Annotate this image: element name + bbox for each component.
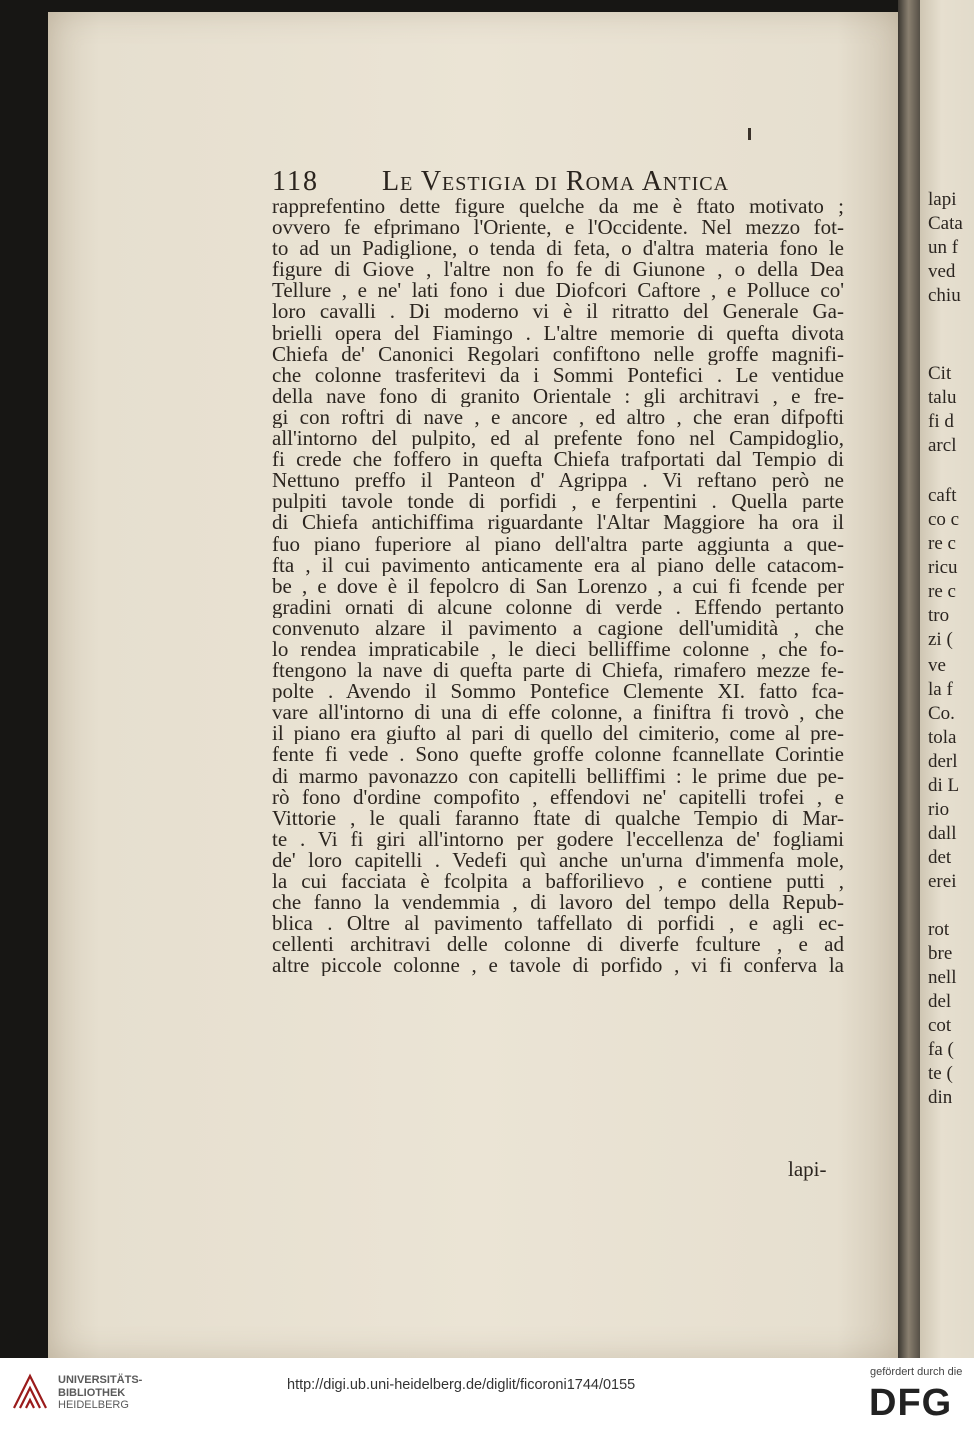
facing-page-fragment: Cit [928,363,952,384]
text-line: to ad un Padiglione, o tenda di feta, o d'altra materia fono le [272,238,844,260]
facing-page-fragment: ved [928,261,956,282]
facing-page-fragment: ve [928,655,946,676]
text-line: Tellure , e ne' lati fono i due Diofcori Caftore , e Polluce co' [272,280,844,302]
text-line: il piano era giufto al pari di quello del cimiterio, come al pre- [272,723,844,745]
text-line: figure di Giove , l'altre non fo fe di Giunone , o della Dea [272,259,844,281]
running-title: Le Vestigia di Roma Antica [382,166,730,197]
facing-page-fragment: te ( [928,1063,953,1084]
facing-page-fragment: det [928,847,952,868]
text-line: be , e dove è il fepolcro di San Lorenzo , a cui fi fcende per [272,575,844,597]
text-line: fuo piano fuperiore al piano dell'altra parte aggiunta a que- [272,533,844,555]
text-line: fta , il cui pavimento anticamente era al piano delle catacom- [272,554,844,576]
text-line: fi crede che foffero in quefta Chiefa trafportati dal Tempio di [272,449,844,471]
funded-by-label: gefördert durch die [870,1366,963,1378]
facing-page-fragment: del [928,991,952,1012]
facing-page-fragment: talu [928,387,957,408]
facing-page-fragment: re c [928,581,956,602]
text-line: fente fi vede . Sono quefte groffe colonne fcannellate Corintie [272,744,844,766]
facing-page-fragment: re c [928,533,956,554]
ink-mark [748,128,751,140]
text-line: di marmo pavonazzo con capitelli belliffimi : le prime due pe- [272,765,844,787]
text-line: la cui facciata è fcolpita a bafforilievo , e contiene putti , [272,871,844,893]
text-line: che colonne trasferitevi da i Sommi Pontefici . Le ventidue [272,364,844,386]
text-line: Vittorie , le quali faranno ftate di qualche Tempio di Mar- [272,807,844,829]
facing-page-fragment: tro [928,605,950,626]
text-line: de' loro capitelli . Vedefi quì anche un'urna d'immenfa mole, [272,849,844,871]
facing-page-fragment: un f [928,237,959,258]
text-line: polte . Avendo il Sommo Pontefice Clemente XI. fatto fca- [272,681,844,703]
library-name [58,1374,142,1412]
text-line: blica . Oltre al pavimento taffellato di porfidi , e agli ec- [272,913,844,935]
facing-page-fragment: derl [928,751,958,772]
text-line: cellenti architravi delle colonne di diverfe fculture , e ad [272,934,844,956]
facing-page-fragment: cot [928,1015,952,1036]
facing-page-fragment: fi d [928,411,954,432]
library-name-line: UNIVERSITÄTS- [58,1374,143,1386]
catchword: lapi- [788,1157,827,1181]
text-line: gradini ornati di alcune colonne di verde . Effendo pertanto [272,596,844,618]
facing-page-fragment: Cata [928,213,963,234]
facing-page-fragment: zi ( [928,629,953,650]
text-line: te . Vi fi giri all'intorno per godere l'eccellenza de' fogliami [272,828,844,850]
text-line: loro cavalli . Di moderno vi è il ritratto del Generale Ga- [272,301,844,323]
text-line: rapprefentino dette figure quelche da me è ftato motivato ; [272,196,844,218]
page-number: 118 [272,166,319,197]
viewer-footer [0,1358,974,1429]
facing-page-fragment: caft [928,485,957,506]
facing-page-edge [920,0,974,1358]
facing-page-fragment: co c [928,509,960,530]
facing-page-fragment: la f [928,679,953,700]
text-line: ovvero fe efprimano l'Oriente, e l'Occidente. Nel mezzo fot- [272,217,844,239]
text-line: rò fono d'ordine compofito , effendovi ne' capitelli trofei , e [272,786,844,808]
text-line: all'intorno del pulpito, ed al prefente fono nel Campidoglio, [272,428,844,450]
text-line: gi con roftri di nave , e ancore , ed altro , che eran difpofti [272,406,844,429]
text-line: altre piccole colonne , e tavole di porfido , vi fi conferva la [272,955,844,977]
text-line: di Chiefa antichiffima riguardante l'Altar Maggiore ha ora il [272,512,844,534]
facing-page-fragment: rio [928,799,950,820]
facing-page-fragment: ricu [928,557,958,578]
text-line: Nettuno preffo il Panteon d' Agrippa . Vi reftano però ne [272,470,844,492]
facing-page-fragment: fa ( [928,1039,954,1060]
text-line: della nave fono di granito Orientale : gli architravi , e fre- [272,385,844,407]
facing-page-fragment: rot [928,919,950,940]
library-logo-icon [10,1372,50,1412]
facing-page-fragment: di L [928,775,960,796]
text-line: Chiefa de' Canonici Regolari confiftono nelle groffe magnifi- [272,343,844,365]
text-line: pulpiti tavole tonde di porfidi , e ferpentini . Quella parte [272,491,844,513]
facing-page-fragment: lapi [928,189,957,210]
text-line: che fanno la vendemmia , di lavoro del tempo della Repub- [272,892,844,914]
library-name-line: HEIDELBERG [58,1399,129,1411]
facing-page-fragment: erei [928,871,957,892]
text-line: convenuto alzare il pavimento a cagione dell'umidità , che [272,617,844,639]
text-line: lo rendea impraticabile , le dieci belliffime colonne , che fo- [272,638,844,661]
text-line: ftengono la nave di quefta parte di Chiefa, rimafero mezze fe- [272,660,844,682]
facing-page-fragment: nell [928,967,957,988]
facing-page-fragment: arcl [928,435,957,456]
facing-page-fragment: din [928,1087,953,1108]
dfg-logo: DFG [869,1382,953,1424]
facing-page-fragment: Co. [928,703,955,724]
body-text [272,196,844,976]
facing-page-fragment: chiu [928,285,961,306]
facing-page-fragment: tola [928,727,957,748]
facing-page-fragment: bre [928,943,953,964]
facing-page-fragment: dall [928,823,957,844]
permalink-url[interactable]: http://digi.ub.uni-heidelberg.de/diglit/ficoroni1744/0155 [287,1377,636,1393]
text-line: brielli opera del Fiamingo . L'altre memorie di quefta divota [272,322,844,344]
library-name-line: BIBLIOTHEK [58,1386,126,1399]
text-line: vare all'intorno di una di effe colonne, a finiftra fi trovò , che [272,702,844,724]
